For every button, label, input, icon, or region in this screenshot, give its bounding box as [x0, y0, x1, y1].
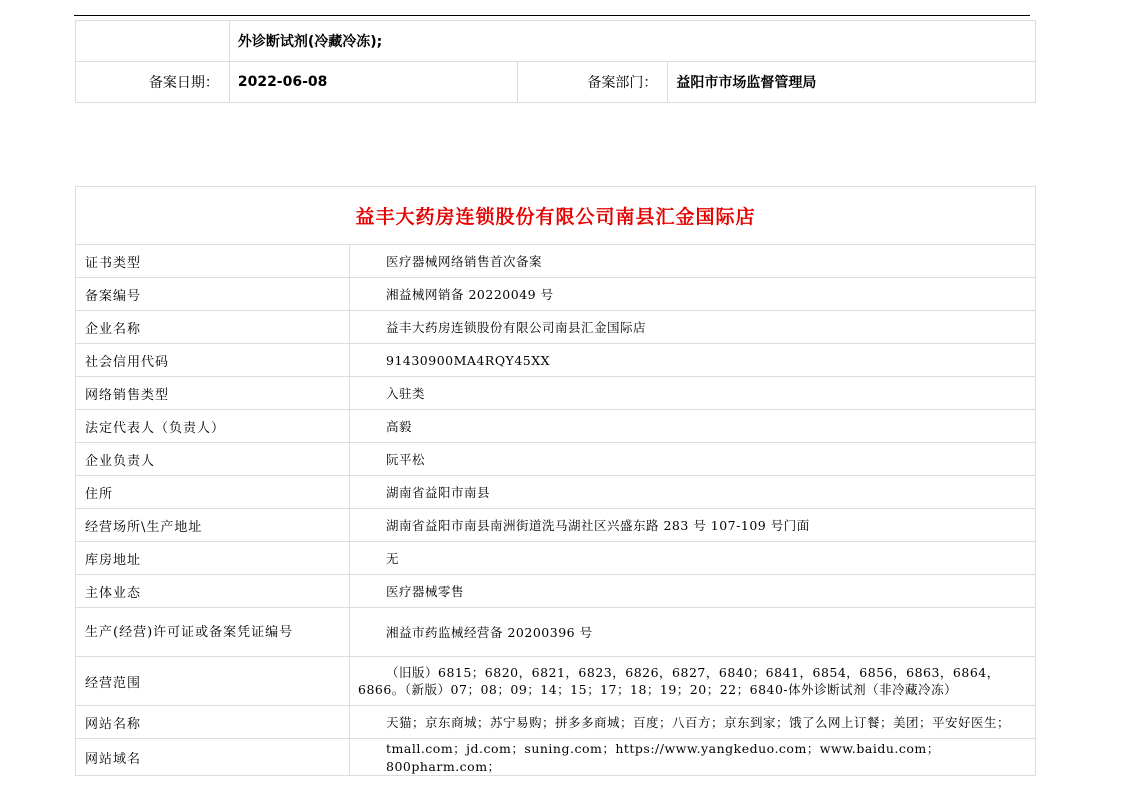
field-value: 天猫；京东商城；苏宁易购；拼多多商城；百度；八百方；京东到家；饿了么网上订餐；美团；平安好医生；: [350, 706, 1036, 739]
field-value: tmall.com；jd.com；suning.com；https://www.yangkeduo.com；www.baidu.com；800pharm.com；: [350, 739, 1036, 776]
company-title: 益丰大药房连锁股份有限公司南县汇金国际店: [76, 187, 1036, 245]
table-row: [76, 443, 1036, 476]
field-label: 经营场所\生产地址: [76, 509, 350, 542]
table-row: [76, 657, 1036, 706]
field-label: 生产(经营)许可证或备案凭证编号: [76, 608, 350, 657]
table-row: [76, 245, 1036, 278]
table-row: [76, 377, 1036, 410]
field-label: 社会信用代码: [76, 344, 350, 377]
field-label: 备案编号: [76, 278, 350, 311]
field-value: 阮平松: [350, 443, 1036, 476]
record-title-row: [76, 187, 1036, 245]
field-label: 证书类型: [76, 245, 350, 278]
previous-date-row: [76, 62, 1036, 103]
field-label: 经营范围: [76, 657, 350, 706]
field-value: 医疗器械网络销售首次备案: [350, 245, 1036, 278]
field-label: 企业负责人: [76, 443, 350, 476]
record-department-label: 备案部门：: [517, 62, 668, 103]
field-value: （旧版）6815；6820，6821，6823，6826，6827，6840；6841，6854，6856，6863，6864，6866。（新版）07；08；09；14；15；17；18；19；20；22；6840-体外诊断试剂（非冷藏冷冻）: [350, 657, 1036, 706]
field-value: 湖南省益阳市南县: [350, 476, 1036, 509]
table-row: [76, 278, 1036, 311]
field-label: 住所: [76, 476, 350, 509]
table-row: [76, 608, 1036, 657]
field-label: 企业名称: [76, 311, 350, 344]
table-row: [76, 739, 1036, 776]
record-date-value: 2022-06-08: [229, 62, 517, 103]
field-label: 网站域名: [76, 739, 350, 776]
table-row: [76, 476, 1036, 509]
page-top-rule: [74, 15, 1030, 16]
field-value: 高毅: [350, 410, 1036, 443]
previous-scope-label-cell: [76, 21, 230, 62]
field-value: 湘益械网销备 20220049 号: [350, 278, 1036, 311]
table-row: [76, 410, 1036, 443]
field-value: 湖南省益阳市南县南洲街道洗马湖社区兴盛东路 283 号 107-109 号门面: [350, 509, 1036, 542]
field-label: 网站名称: [76, 706, 350, 739]
field-value: 益丰大药房连锁股份有限公司南县汇金国际店: [350, 311, 1036, 344]
field-value: 91430900MA4RQY45XX: [350, 344, 1036, 377]
field-value: 湘益市药监械经营备 20200396 号: [350, 608, 1036, 657]
record-table: [75, 186, 1036, 776]
table-row: [76, 344, 1036, 377]
previous-scope-value: 外诊断试剂(冷藏冷冻);: [229, 21, 1035, 62]
table-row: [76, 575, 1036, 608]
field-value: 入驻类: [350, 377, 1036, 410]
field-label: 法定代表人（负责人）: [76, 410, 350, 443]
field-label: 主体业态: [76, 575, 350, 608]
field-value: 无: [350, 542, 1036, 575]
record-department-value: 益阳市市场监督管理局: [668, 62, 1036, 103]
table-row: [76, 542, 1036, 575]
record-date-label: 备案日期：: [76, 62, 230, 103]
table-row: [76, 706, 1036, 739]
table-row: [76, 509, 1036, 542]
table-row: [76, 311, 1036, 344]
previous-scope-row: [76, 21, 1036, 62]
previous-record-table: [75, 20, 1036, 103]
field-label: 库房地址: [76, 542, 350, 575]
field-label: 网络销售类型: [76, 377, 350, 410]
field-value: 医疗器械零售: [350, 575, 1036, 608]
